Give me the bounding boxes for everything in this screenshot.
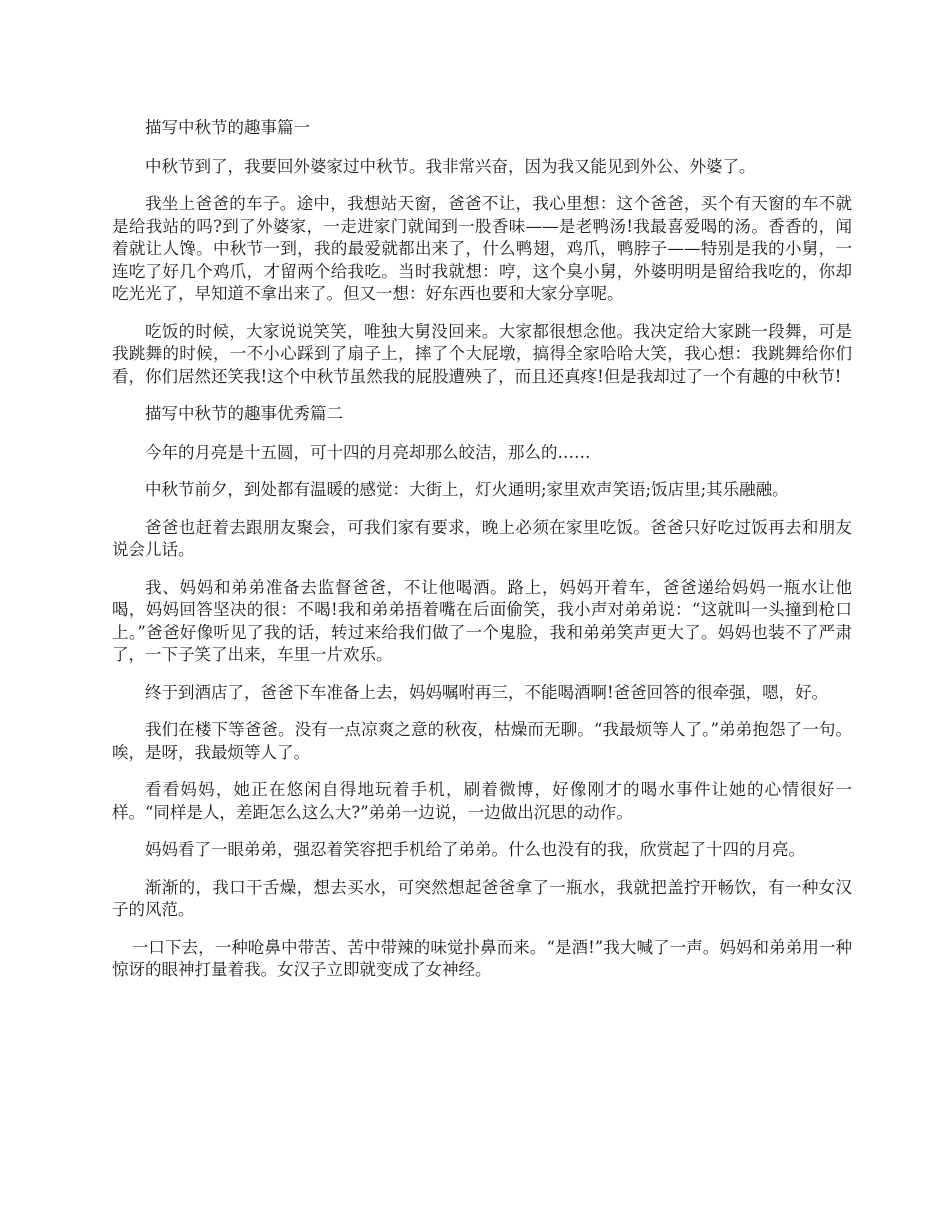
paragraph: 今年的月亮是十五圆，可十四的月亮却那么皎洁，那么的…… [145,442,591,462]
paragraph: 我坐上爸爸的车子。途中，我想站天窗，爸爸不让，我心里想：这个爸爸，买个有天窗的车不就是给我站的吗?到了外婆家，一走进家门就闻到一股香味——是老鸭汤!我最喜爱喝的汤。香香的，闻着就让人馋。中秋节一到，我的最爱就都出来了，什么鸭翅，鸡爪，鸭脖子——特别是我的小舅，一连吃了好几个鸡爪，才留两个给我吃。当时我就想：哼，这个臭小舅，外婆明明是留给我吃的，你却吃光光了，早知道不拿出来了。但又一想：好东西也要和大家分享呢。 [112,194,852,303]
paragraph: 一口下去，一种呛鼻中带苦、苦中带辣的味觉扑鼻而来。“是酒!”我大喊了一声。妈妈和弟弟用一种惊讶的眼神打量着我。女汉子立即就变成了女神经。 [112,937,852,979]
paragraph: 吃饭的时候，大家说说笑笑，唯独大舅没回来。大家都很想念他。我决定给大家跳一段舞，可是我跳舞的时候，一不小心踩到了扇子上，摔了个大屁墩，搞得全家哈哈大笑，我心想：我跳舞给你们看，你们居然还笑我!这个中秋节虽然我的屁股遭殃了，而且还真疼!但是我却过了一个有趣的中秋节! [112,321,852,386]
paragraph: 妈妈看了一眼弟弟，强忍着笑容把手机给了弟弟。什么也没有的我，欣赏起了十四的月亮。 [145,840,805,859]
paragraph: 中秋节到了，我要回外婆家过中秋节。我非常兴奋，因为我又能见到外公、外婆了。 [145,156,756,176]
document-body [112,117,852,997]
section-title-2: 描写中秋节的趣事优秀篇二 [145,404,343,423]
paragraph: 看看妈妈，她正在悠闲自得地玩着手机，刷着微博，好像刚才的喝水事件让她的心情很好一样。“同样是人，差距怎么这么大?”弟弟一边说，一边做出沉思的动作。 [112,780,852,822]
paragraph: 我们在楼下等爸爸。没有一点凉爽之意的秋夜，枯燥而无聊。“我最烦等人了。”弟弟抱怨了一句。唉，是呀，我最烦等人了。 [112,720,852,762]
paragraph: 爸爸也赶着去跟朋友聚会，可我们家有要求，晚上必须在家里吃饭。爸爸只好吃过饭再去和朋友说会儿话。 [112,517,852,559]
paragraph: 我、妈妈和弟弟准备去监督爸爸，不让他喝酒。路上，妈妈开着车，爸爸递给妈妈一瓶水让他喝，妈妈回答坚决的很：不喝!我和弟弟捂着嘴在后面偷笑，我小声对弟弟说：“这就叫一头撞到枪口上。”爸爸好像听见了我的话，转过来给我们做了一个鬼脸，我和弟弟笑声更大了。妈妈也装不了严肃了，一下子笑了出来，车里一片欢乐。 [112,577,852,664]
paragraph: 终于到酒店了，爸爸下车准备上去，妈妈嘱咐再三，不能喝酒啊!爸爸回答的很牵强，嗯，好。 [145,682,829,702]
section-title-1: 描写中秋节的趣事篇一 [145,118,310,137]
paragraph: 渐渐的，我口干舌燥，想去买水，可突然想起爸爸拿了一瓶水，我就把盖拧开畅饮，有一种女汉子的风范。 [112,877,852,919]
paragraph: 中秋节前夕，到处都有温暖的感觉：大街上，灯火通明;家里欢声笑语;饭店里;其乐融融。 [145,480,789,499]
